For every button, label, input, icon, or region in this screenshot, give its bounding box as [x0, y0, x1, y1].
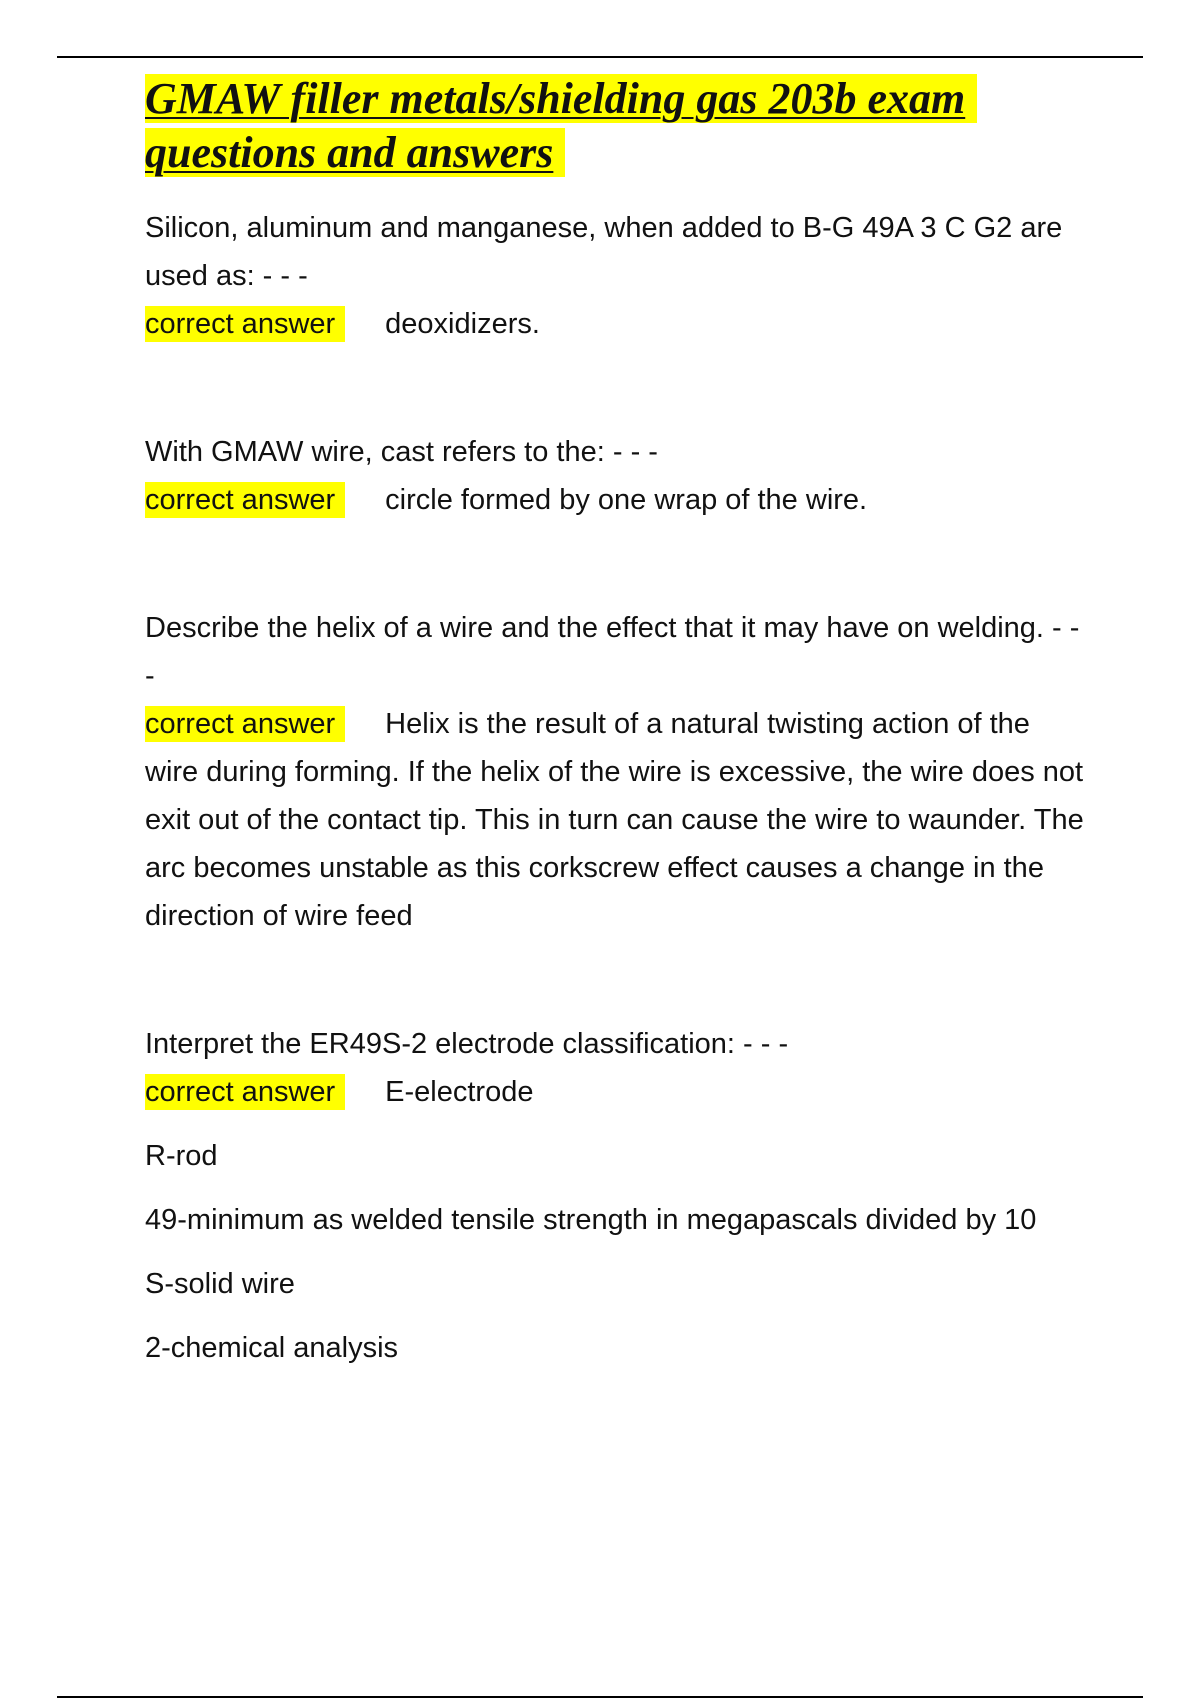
answer-extra-line: R-rod: [145, 1140, 218, 1172]
answer-text: deoxidizers.: [385, 308, 540, 340]
document-title: GMAW filler metals/shielding gas 203b exam questions and answers: [145, 72, 1085, 180]
answer-line: [145, 700, 1085, 940]
question-text: With GMAW wire, cast refers to the: - - -: [145, 436, 658, 468]
answer-extra-line: S-solid wire: [145, 1268, 295, 1300]
answer-line: [145, 476, 1085, 524]
question-text: Describe the helix of a wire and the effect that it may have on welding. - - -: [145, 612, 1080, 692]
qa-item-4: [145, 1020, 1085, 1372]
correct-answer-tag: correct answer: [145, 706, 345, 742]
top-rule: [57, 56, 1143, 58]
answer-line: [145, 300, 1085, 348]
question-text: Silicon, aluminum and manganese, when added to B-G 49A 3 C G2 are used as: - - -: [145, 212, 1063, 292]
answer-text: Helix is the result of a natural twisting action of the wire during forming. If the helix of the wire is excessive, the wire does not exit out of the contact tip. This in turn can cause the wire to waunder. The arc becomes unstable as this corkscrew effect causes a change in the direction of wire feed: [145, 708, 1084, 932]
answer-line: [145, 1068, 1085, 1116]
question-text: Interpret the ER49S-2 electrode classification: - - -: [145, 1028, 789, 1060]
correct-answer-tag: correct answer: [145, 1074, 345, 1110]
document-page: [145, 72, 1085, 1372]
answer-text: E-electrode: [385, 1076, 534, 1108]
answer-extra-line: 2-chemical analysis: [145, 1332, 399, 1364]
bottom-rule: [57, 1696, 1143, 1698]
correct-answer-tag: correct answer: [145, 482, 345, 518]
qa-item-3: [145, 604, 1085, 940]
answer-text: circle formed by one wrap of the wire.: [385, 484, 868, 516]
answer-extra-line: 49-minimum as welded tensile strength in megapascals divided by 10: [145, 1204, 1037, 1236]
correct-answer-tag: correct answer: [145, 306, 345, 342]
qa-item-2: [145, 428, 1085, 524]
qa-item-1: [145, 204, 1085, 348]
